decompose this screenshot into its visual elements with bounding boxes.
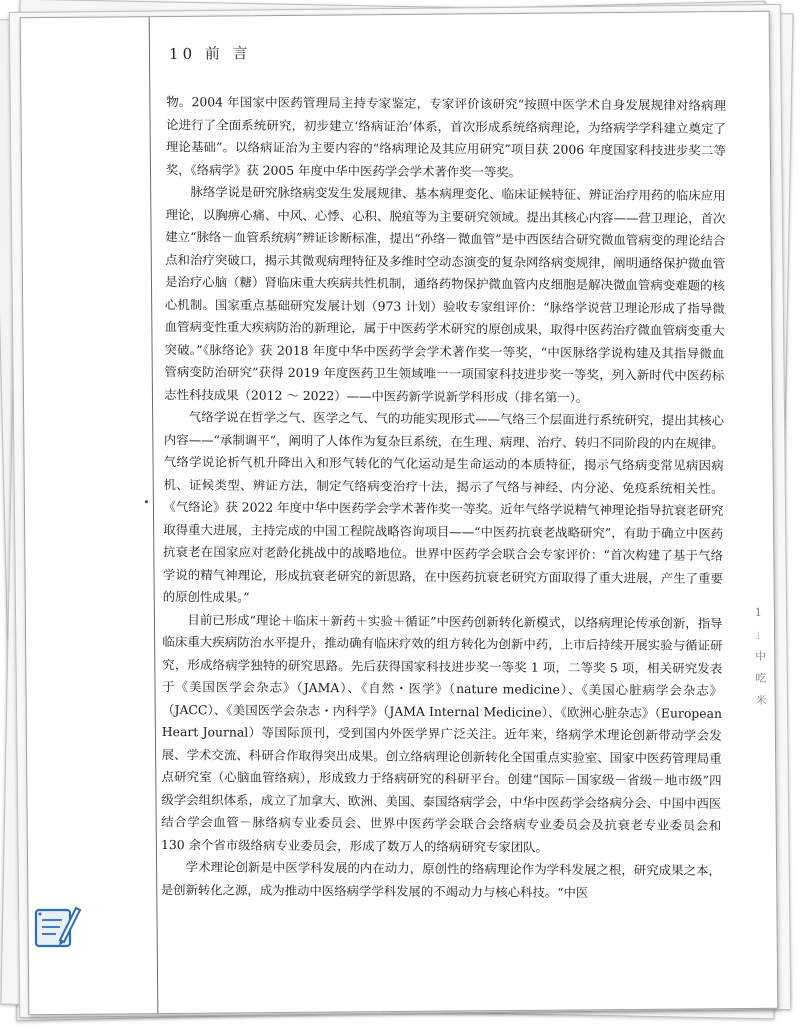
paragraph: 目前已形成“理论＋临床＋新药＋实验＋循证”中医药创新转化新模式，以络病理论传承创新，指导临床重大疾病防治水平提升，推动确有临床疗效的组方转化为创新中药，上市后持续开展实验与循证研究，形成络病学独特的研究思路。先后获得国家科技进步奖一等奖 1 项，二等奖 5 项，相关研究发表于《美国医学会杂志》（JAMA）、《自然・医学》（nature medicine）、《美国心脏病学会杂志》（JACC）、《美国医学会杂志・内科学》（JAMA Internal Medicine）、《欧洲心脏杂志》（European Heart Journal）等国际顶刊，受到国内外医学界广泛关注。近年来，络病学术理论创新带动学会发展、学术交流、科研合作取得突出成果。创立络病理论创新转化全国重点实验室、国家中医药管理局重点研究室（心脑血管络病），形成致力于络病研究的科研平台。创建“国际－国家级－省级－地市级”四级学会组织体系，成立了加拿大、欧洲、美国、泰国络病学会，中华中医药学会络病分会、中国中西医结合学会血管－脉络病专业委员会、世界中医药学会联合会络病专业委员会及抗衰老专业委员会和 130 余个省市级络病专业委员会，形成了数万人的络病研究专家团队。 xyxy=(160,611,723,855)
paragraph: 脉络学说是研究脉络病变发生发展规律、基本病理变化、临床证候特征、辨证治疗用药的临床应用理论，以胸痹心痛、中风、心悸、心积、脱疽等为主要研究领域。提出其核心内容——营卫理论，首次建立“脉络－血管系统病”辨证诊断标准，提出“孙络－微血管”是中西医结合研究微血管病变的理论结合点和治疗突破口，揭示其微观病理特征及多维时空动态演变的复杂网络病变规律，阐明通络保护微血管是治疗心脑（糖）肾临床重大疾病共性机制，通络药物保护微血管内皮细胞是解决微血管病变难题的核心机制。国家重点基础研究发展计划（973 计划）验收专家组评价：“脉络学说营卫理论形成了指导微血管病变性重大疾病防治的新理论，属于中医药学术研究的原创成果，取得中医药治疗微血管病变重大突破。”《脉络论》获 2018 年度中华中医药学会学术著作奖一等奖，“中医脉络学说构建及其指导微血管病变防治研究”获得 2019 年度医药卫生领域唯一一项国家科技进步奖一等奖，列入新时代中医药标志性科技成果（2012 ～ 2022）——中医药新学说新学科形成（排名第一）。 xyxy=(164,184,726,405)
paragraph: 气络学说在哲学之气、医学之气、气的功能实现形式——气络三个层面进行系统研究，提出其核心内容——“承制调平”，阐明了人体作为复杂巨系统，在生理、病理、治疗、转归不同阶段的内在规律。气络学说论析气机升降出入和形气转化的气化运动是生命运动的本质特征，揭示气络病变常见病因病机、证候类型、辨证方法，制定气络病变治疗十法，揭示了气络与神经、内分泌、免疫系统相关性。《气络论》获 2022 年度中华中医药学会学术著作奖一等奖。近年气络学说精气神理论指导抗衰老研究取得重大进展，主持完成的中国工程院战略咨询项目——“中医药抗衰老战略研究”，有助于确立中医药抗衰老在国家应对老龄化挑战中的战略地位。世界中医药学会联合会专家评价：“首次构建了基于气络学说的精气神理论，形成抗衰老研究的新思路，在中医药抗衰老研究方面取得了重大进展，产生了重要的原创性成果。” xyxy=(162,409,725,605)
paragraph: 物。2004 年国家中医药管理局主持专家鉴定，专家评价该研究“按照中医学术自身发展规律对络病理论进行了全面系统研究，初步建立‘络病证治’体系，首次形成系统络病理论，为络病学学科建立奠定了理论基础”。以络病证治为主要内容的“络病理论及其应用研究”项目获 2006 年度国家科技进步奖二等奖，《络病学》获 2005 年度中华中医药学会学术著作奖一等奖。 xyxy=(165,94,727,179)
section-title: 前 言 xyxy=(204,44,252,63)
page-number: 10 xyxy=(168,44,197,63)
document-page xyxy=(20,11,779,1016)
margin-line xyxy=(149,17,159,1013)
ink-dot xyxy=(145,500,148,503)
bleed-through-marks: 1 」 中 吃 米 xyxy=(754,605,767,707)
body-text xyxy=(161,91,727,905)
paragraph: 学术理论创新是中医学科发展的内在动力，原创性的络病理论作为学科发展之根，研究成果之本，是创新转化之源，成为推动中医络病学学科发展的不竭动力与核心科技。“中医 xyxy=(160,859,721,900)
notebook-pen-icon[interactable] xyxy=(30,900,82,952)
page-header xyxy=(169,42,252,64)
